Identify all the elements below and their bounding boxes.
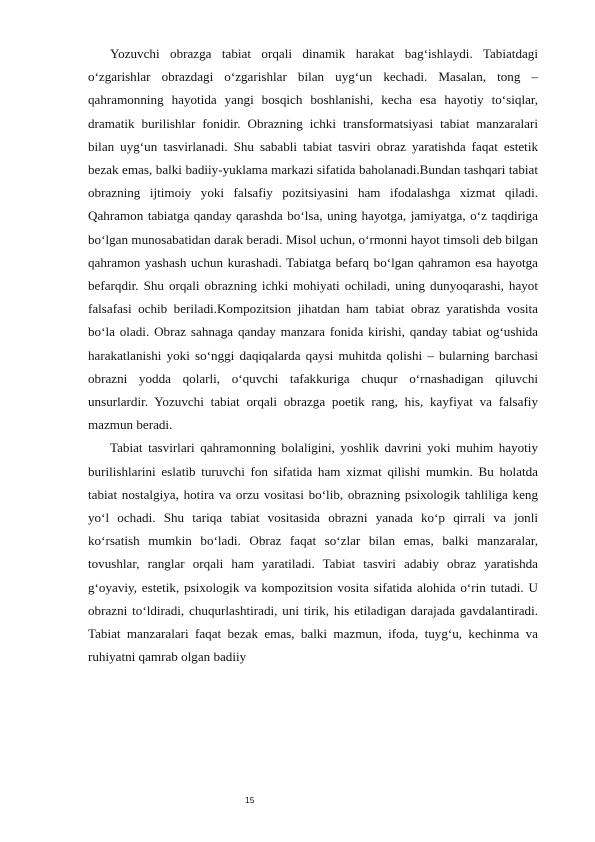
body-text — [88, 42, 538, 668]
paragraph-1: Yozuvchi obrazga tabiat orqali dinamik harakat bag‘ishlaydi. Tabiatdagi o‘zgarishlar obrazdagi o‘zgarishlar bilan uyg‘un kechadi. Masalan, tong – qahramonning hayotida yangi bosqich boshlanishi, kecha esa hayotiy to‘siqlar, dramatik burilishlar fonidir. Obrazning ichki transformatsiyasi tabiat manzaralari bilan uyg‘un tasvirlanadi. Shu sababli tabiat tasviri obraz yaratishda faqat estetik bezak emas, balki badiiy-yuklama markazi sifatida baholanadi.Bundan tashqari tabiat obrazning ijtimoiy yoki falsafiy pozitsiyasini ham ifodalashga xizmat qiladi. Qahramon tabiatga qanday qarashda bo‘lsa, uning hayotga, jamiyatga, o‘z taqdiriga bo‘lgan munosabatidan darak beradi. Misol uchun, o‘rmonni hayot timsoli deb bilgan qahramon yashash uchun kurashadi. Tabiatga befarq bo‘lgan qahramon esa hayotga befarqdir. Shu orqali obrazning ichki mohiyati ochiladi, uning dunyoqarashi, hayot falsafasi ochib beriladi.Kompozitsion jihatdan ham tabiat obraz yaratishda vosita bo‘la oladi. Obraz sahnaga qanday manzara fonida kirishi, qanday tabiat og‘ushida harakatlanishi yoki so‘nggi daqiqalarda qaysi muhitda qolishi – bularning barchasi obrazni yodda qolarli, o‘quvchi tafakkuriga chuqur o‘rnashadigan qiluvchi unsurlardir. Yozuvchi tabiat orqali obrazga poetik rang, his, kayfiyat va falsafiy mazmun beradi. — [88, 46, 538, 433]
page-number: 15 — [245, 795, 255, 805]
paragraph-2: Tabiat tasvirlari qahramonning bolaligini, yoshlik davrini yoki muhim hayotiy burilishlarini eslatib turuvchi fon sifatida ham xizmat qilishi mumkin. Bu holatda tabiat nostalgiya, hotira va orzu vositasi bo‘lib, obrazning psixologik tahliliga keng yo‘l ochadi. Shu tariqa tabiat vositasida obrazni yanada ko‘p qirrali va jonli ko‘rsatish mumkin bo‘ladi. Obraz faqat so‘zlar bilan emas, balki manzaralar, tovushlar, ranglar orqali ham yaratiladi. Tabiat tasviri adabiy obraz yaratishda g‘oyaviy, estetik, psixologik va kompozitsion vosita sifatida alohida o‘rin tutadi. U obrazni to‘ldiradi, chuqurlashtiradi, uni tirik, his etiladigan darajada gavdalantiradi. Tabiat manzaralari faqat bezak emas, balki mazmun, ifoda, tuyg‘u, kechinma va ruhiyatni qamrab olgan badiiy — [88, 440, 538, 665]
